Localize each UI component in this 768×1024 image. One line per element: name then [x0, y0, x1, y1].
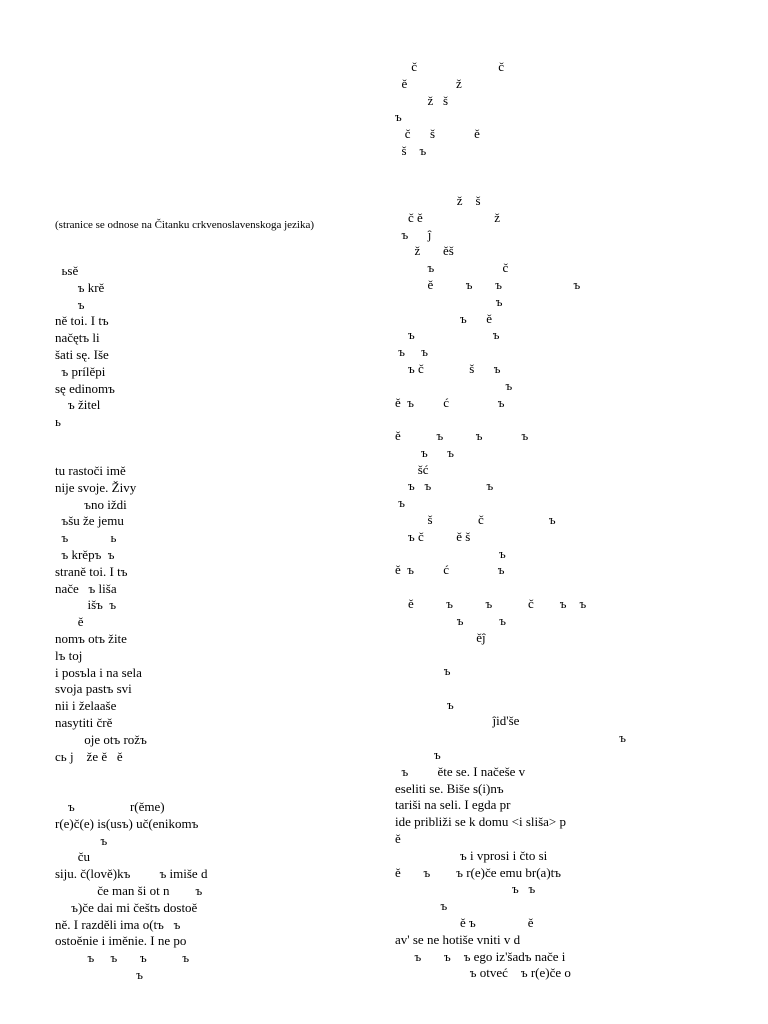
text-line: šć	[395, 461, 429, 477]
text-line: av' se ne hotiše vniti v d	[395, 931, 521, 947]
text-line: ъ	[395, 663, 451, 678]
text-line: ě ž	[395, 75, 462, 91]
text-line: ъ	[55, 967, 143, 982]
text-line: č š ě	[395, 126, 480, 142]
text-line: i posъla i na sela	[55, 664, 142, 680]
text-line: ě ъ ъ r(e)če emu br(a)tъ	[395, 864, 561, 880]
text-line: ъno iždi	[55, 496, 127, 512]
text-line: siju. č(lově)kъ ъ imiše d	[55, 866, 208, 882]
text-line: straně toi. I tъ	[55, 563, 128, 579]
text-line: ъ ъ ъ	[395, 478, 494, 494]
text-line: ž š	[395, 92, 449, 108]
text-line: ž š	[395, 193, 481, 208]
text-line: ĵid'še	[395, 713, 520, 729]
text-line: ъ ъ	[395, 327, 500, 343]
text-line: tu rastoči imě	[55, 463, 126, 478]
text-line: š ъ	[395, 143, 427, 158]
text-line: ně. I razdělі ima o(tъ ъ	[55, 916, 181, 932]
text-line: ě	[395, 831, 401, 846]
text-line: r(e)č(e) is(usъ) uč(enikomъ	[55, 815, 199, 831]
text-line: ъ	[55, 832, 108, 848]
page-note: (stranice se odnose na Čitanku crkvenoslavenskoga jezika)	[55, 219, 315, 231]
text-line: ъ ъ	[395, 881, 536, 897]
text-line: sę edinomъ	[55, 380, 115, 396]
text-line: ide približi se k domu <i sliša> p	[395, 814, 567, 830]
text-line: lъ toj	[55, 647, 83, 663]
text-line: ъ)če dai mi češtъ dostoě	[55, 899, 198, 915]
text-line: ъ č	[395, 260, 509, 276]
text-line: oje otъ rožъ	[55, 731, 147, 747]
text-line: ь	[55, 414, 61, 430]
text-line: nii i želaaše	[55, 698, 117, 714]
text-line: ъ i vprosi i čto si	[395, 847, 548, 863]
text-line: ěĵ	[395, 629, 486, 645]
text-line: ъ č ě š	[395, 528, 471, 544]
text-line: nije svoje. Živy	[55, 479, 137, 495]
text-line: ču	[55, 849, 91, 865]
text-line: š č ъ	[395, 512, 556, 527]
text-line: ъ ъ	[395, 612, 506, 628]
text-line: ъ ъ ъ ъ	[55, 950, 190, 966]
text-line: ostoěnie i iměnie. I ne po	[55, 933, 187, 949]
text-line: č č	[395, 59, 505, 74]
text-line: č ě ž	[395, 209, 501, 225]
text-line: ъ	[395, 696, 454, 712]
text-line: ъ ěte se. I načeše v	[395, 763, 526, 779]
text-line: išъ ъ	[55, 597, 117, 613]
text-line: ъ ĵ	[395, 226, 432, 242]
text-line: ě ъ ъ ъ	[395, 428, 529, 443]
text-line: ě	[55, 614, 84, 630]
text-line: ě ъ ć ъ	[395, 562, 505, 578]
text-line: ě ъ ć ъ	[395, 394, 505, 410]
text-line: nomъ otъ žite	[55, 631, 127, 646]
text-line: ъ ě	[395, 310, 492, 326]
text-line: ъ č š ъ	[395, 361, 501, 376]
text-line: ъ	[395, 293, 503, 309]
text-line: ъ ъ	[395, 444, 454, 460]
text-line: ъ krě	[55, 279, 105, 295]
text-line: ъ otveć ъ r(e)če o	[395, 965, 571, 981]
text-line: ž ěš	[395, 243, 454, 259]
text-line: tariši na seli. I egda pr	[395, 797, 511, 813]
text-line: ъ ь	[55, 530, 117, 546]
text-line: ъ krěpъ ъ	[55, 547, 115, 562]
text-line: ъ ъ	[395, 344, 428, 360]
text-line: nasytiti črě	[55, 715, 113, 730]
text-line: svoja pastъ svi	[55, 681, 132, 697]
text-line: če man ši ot n ъ	[55, 883, 203, 898]
text-line: ъ	[395, 109, 402, 125]
text-line: ъ r(ěme)	[55, 799, 165, 814]
text-line: načętъ lі	[55, 330, 100, 346]
text-line: ъšu že jemu	[55, 513, 124, 529]
text-line: ъ	[395, 898, 448, 914]
text-line: ě ъ ъ ъ	[395, 277, 581, 292]
text-line: šatі sę. Iše	[55, 347, 109, 362]
text-line: ъ	[55, 296, 85, 312]
text-line: nače ъ liša	[55, 580, 117, 596]
text-line: ъ	[395, 730, 626, 746]
text-line: ъ	[395, 545, 506, 561]
text-line: eseliti se. Biše s(i)nъ	[395, 780, 504, 796]
text-line: ъ	[395, 495, 405, 511]
text-line: ně toi. I tъ	[55, 313, 109, 329]
text-line: ъ	[395, 377, 513, 393]
text-line: ъ ъ ъ ego iz'šadъ nače i	[395, 948, 566, 964]
text-line: сь ј že ě ě	[55, 748, 123, 764]
text-line: ě ъ ъ č ъ ъ	[395, 596, 587, 611]
text-line: ьsě	[55, 263, 79, 278]
text-line: ъ	[395, 747, 441, 762]
text-line: ъ prílěpi	[55, 363, 106, 379]
text-line: ъ žitel	[55, 397, 101, 413]
text-line: ě ъ ě	[395, 915, 534, 930]
